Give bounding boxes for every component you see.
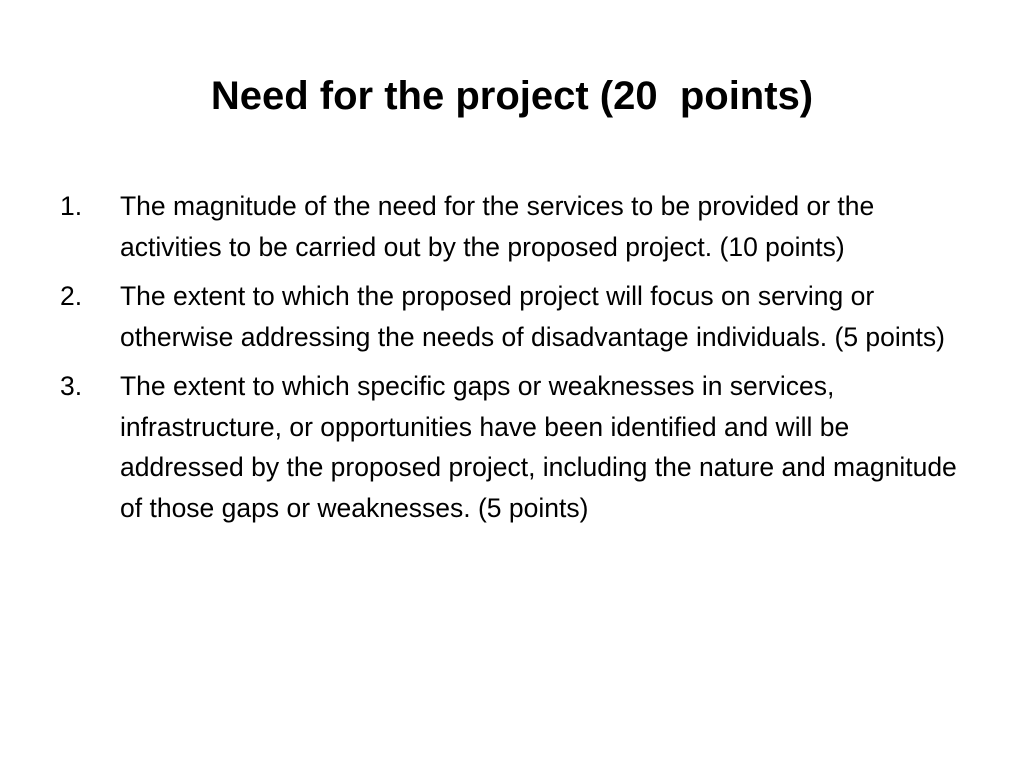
criteria-text: The extent to which the proposed project will focus on serving or otherwise addressing the needs of disadvantage individuals. (5 points) (120, 281, 945, 352)
criteria-number: 3. (60, 371, 83, 401)
criteria-item-1 (60, 186, 970, 267)
criteria-list (60, 186, 970, 537)
criteria-number: 1. (60, 191, 83, 221)
criteria-text: The extent to which specific gaps or weaknesses in services, infrastructure, or opportunities have been identified and will be addressed by the proposed project, including the nature and magnitude of those gaps or weaknesses. (5 points) (120, 371, 957, 523)
criteria-item-2 (60, 276, 970, 357)
criteria-number: 2. (60, 281, 83, 311)
criteria-text: The magnitude of the need for the services to be provided or the activities to be carried out by the proposed project. (10 points) (120, 191, 875, 262)
slide-title: Need for the project (20 points) (210, 74, 814, 118)
criteria-item-3 (60, 366, 970, 528)
